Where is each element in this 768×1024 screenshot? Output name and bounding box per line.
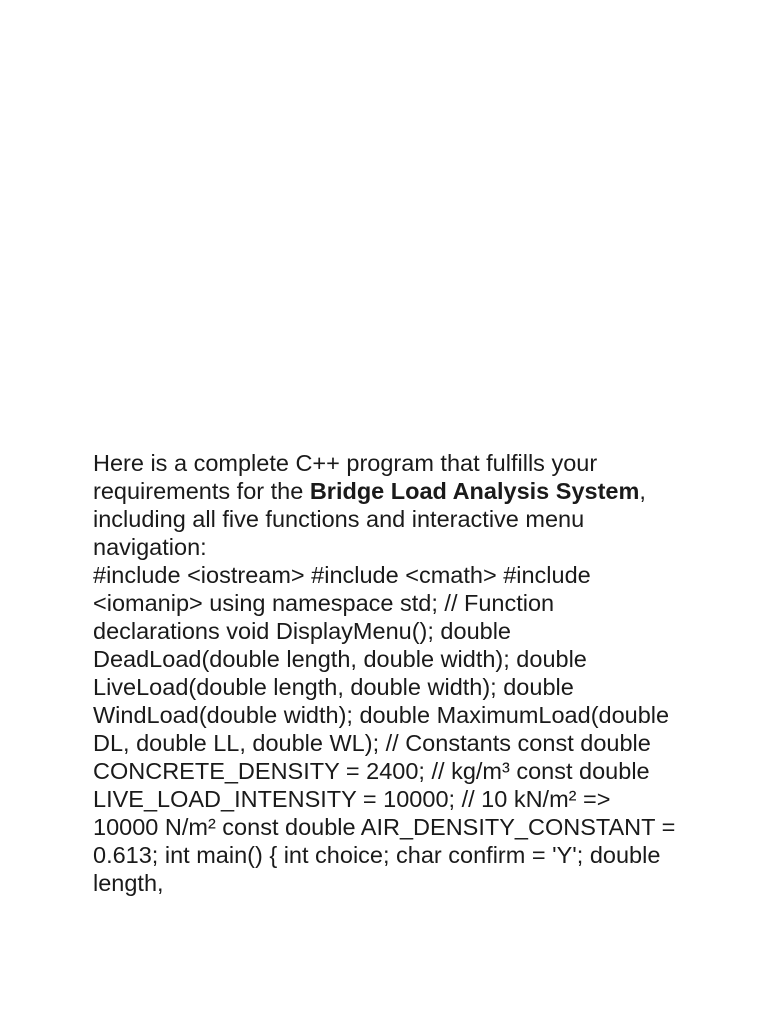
intro-bold-title: Bridge Load Analysis System	[309, 478, 640, 504]
intro-paragraph	[93, 449, 678, 561]
document-body	[93, 449, 678, 897]
code-paragraph: #include <iostream> #include <cmath> #include <iomanip> using namespace std; // Function declarations void DisplayMenu(); double DeadLoad(double length, double width); double LiveLoad(double length, double width); double WindLoad(double width); double MaximumLoad(double DL, double LL, double WL); // Constants const double CONCRETE_DENSITY = 2400; // kg/m³ const double LIVE_LOAD_INTENSITY = 10000; // 10 kN/m² => 10000 N/m² const double AIR_DENSITY_CONSTANT = 0.613; int main() { int choice; char confirm = 'Y'; double length,	[93, 562, 676, 896]
intro-text-start: Here is a complete C++ program that fulfills your requirements for the	[93, 450, 598, 504]
intro-text-end: , including all five functions and interactive menu navigation:	[93, 478, 646, 560]
